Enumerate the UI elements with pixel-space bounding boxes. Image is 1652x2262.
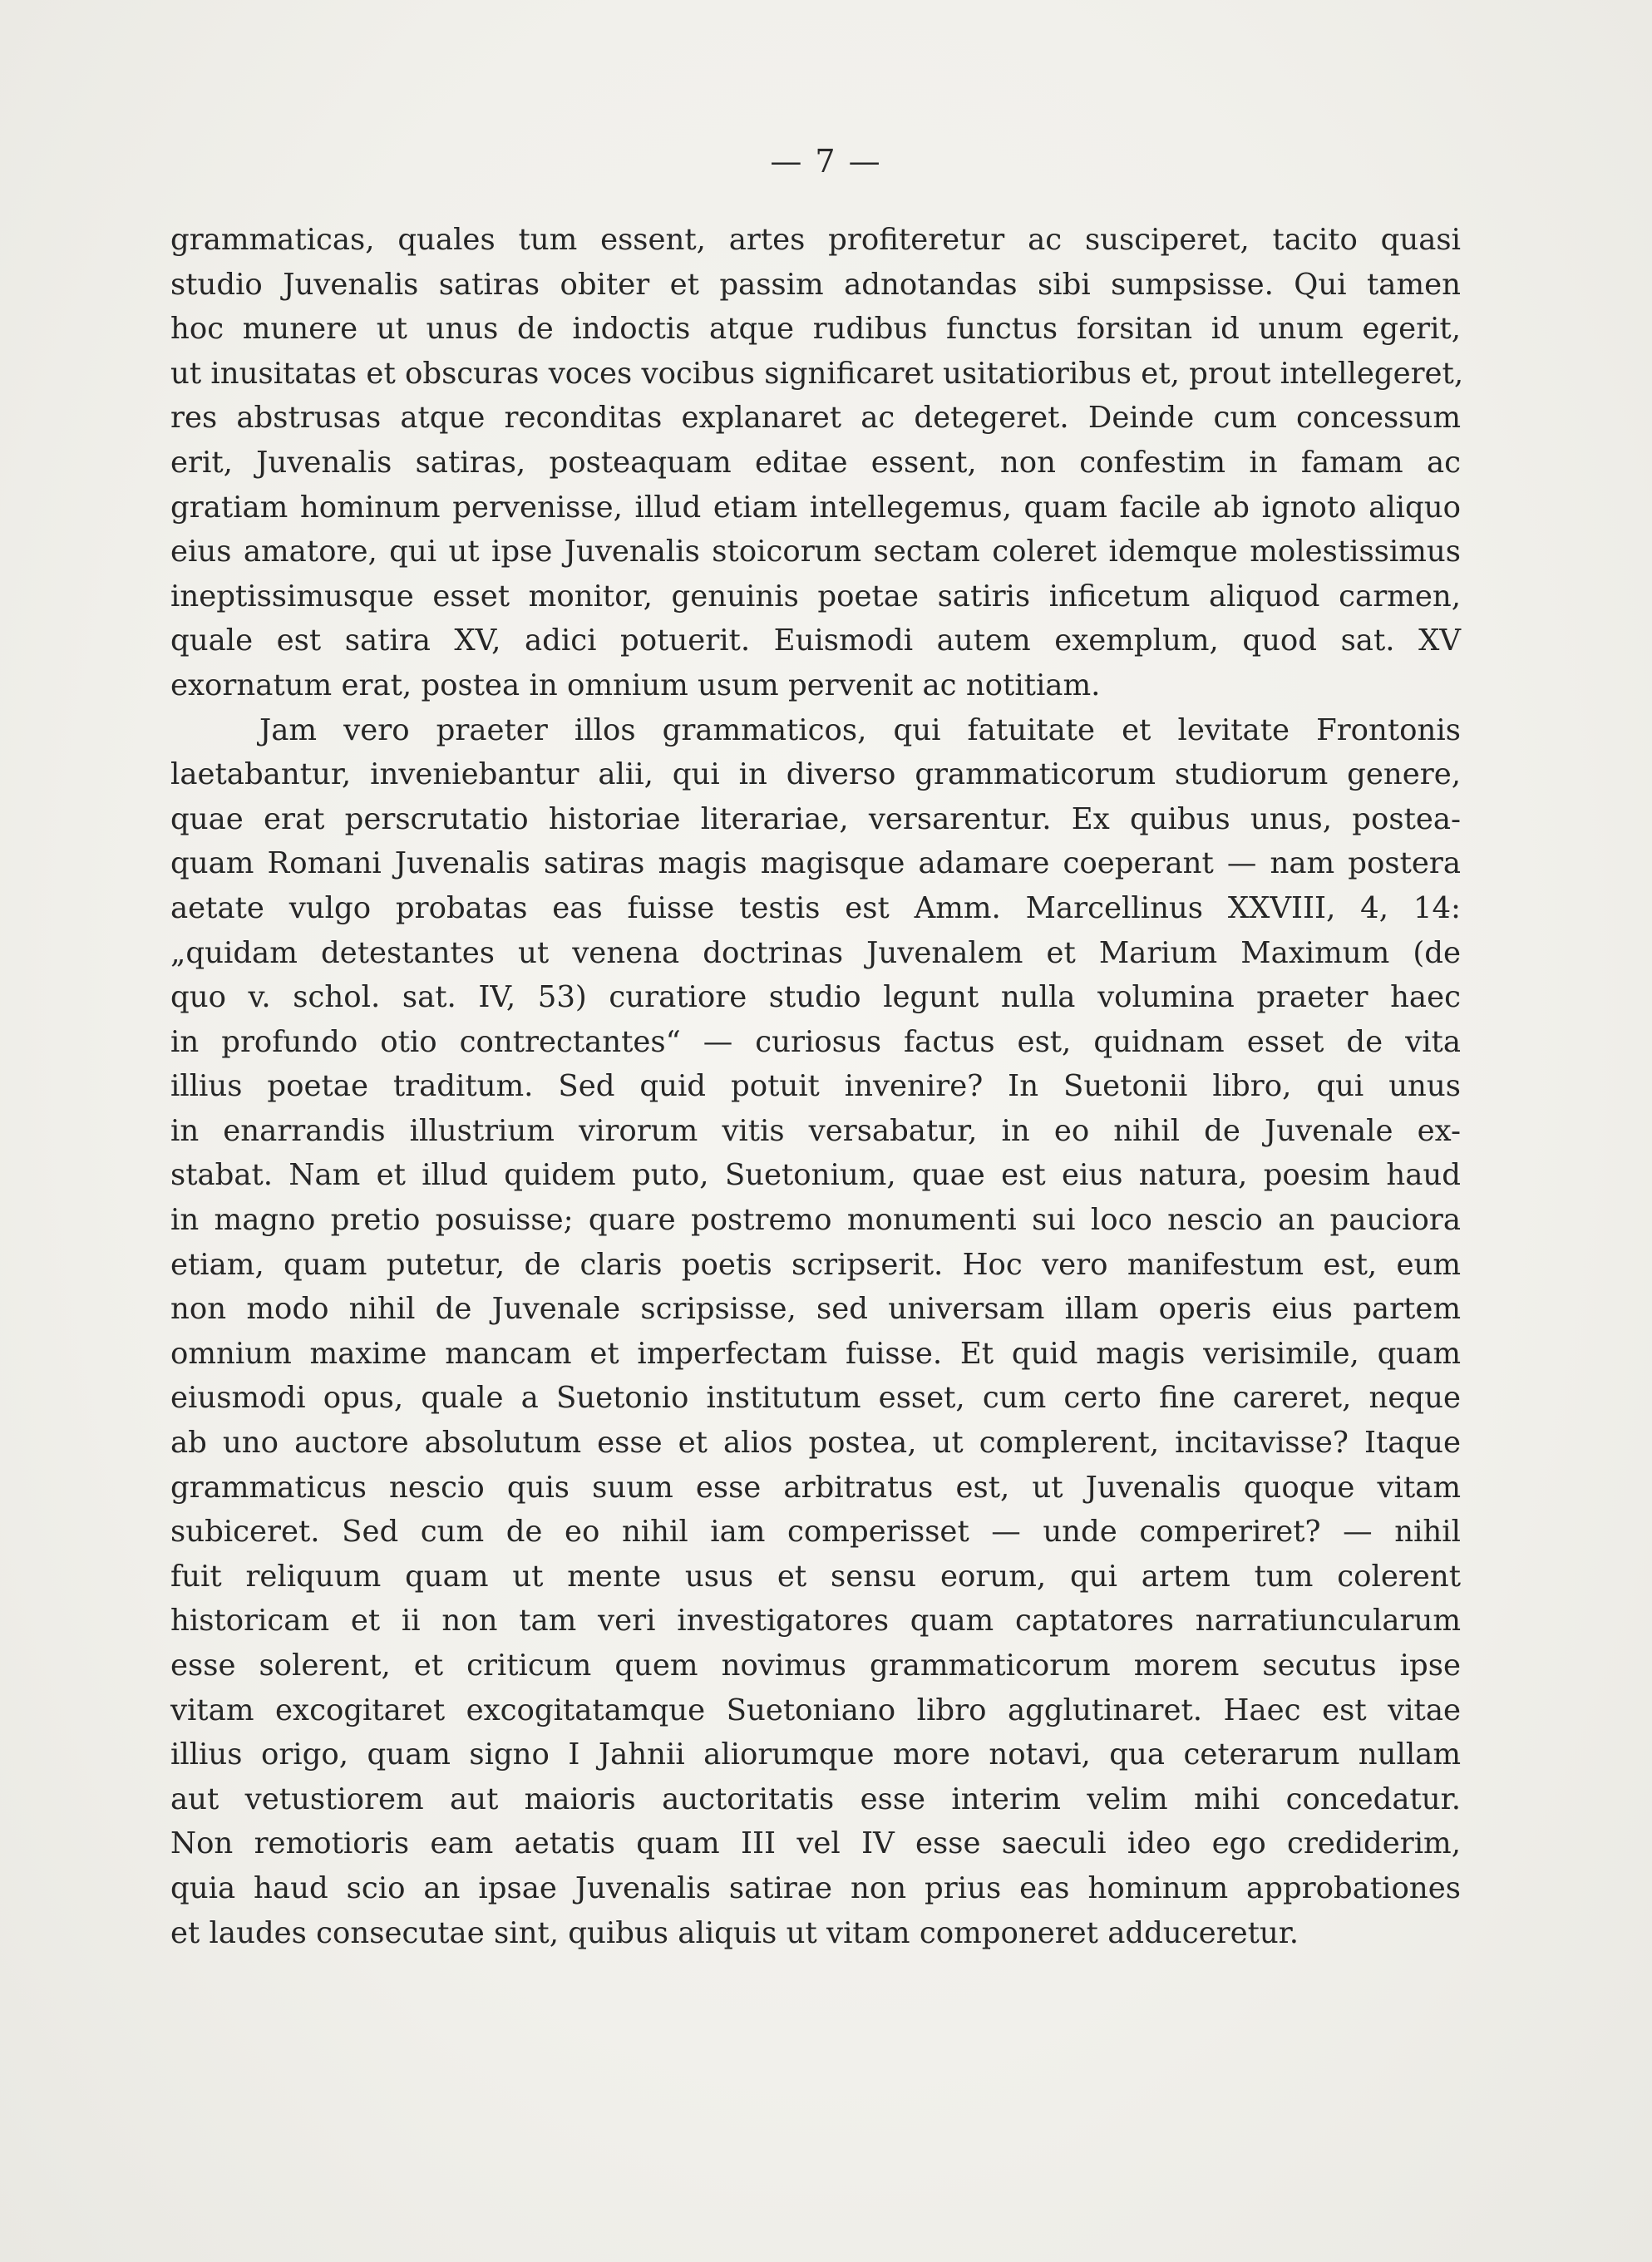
text-line: exornatum erat, postea in omnium usum pervenit ac notitiam.: [170, 668, 1101, 702]
text-line: in magno pretio posuisse; quare postremo monumenti sui loco nescio an pauciora: [170, 1203, 1461, 1238]
text-line: gratiam hominum pervenisse, illud etiam intellegemus, quam facile ab ignoto aliquo: [170, 490, 1461, 525]
text-line: omnium maxime mancam et imperfectam fuisse. Et quid magis verisimile, quam: [170, 1336, 1461, 1371]
page-number: — 7 —: [770, 143, 882, 180]
text-line: Jam vero praeter illos grammaticos, qui fatuitate et levitate Frontonis: [259, 712, 1461, 747]
text-line: et laudes consecutae sint, quibus aliquis ut vitam componeret adduceretur.: [170, 1915, 1299, 1950]
text-line: fuit reliquum quam ut mente usus et sensu eorum, qui artem tum colerent: [170, 1559, 1461, 1594]
text-line: aut vetustiorem aut maioris auctoritatis esse interim velim mihi concedatur.: [170, 1782, 1461, 1816]
text-line: „quidam detestantes ut venena doctrinas Juvenalem et Marium Maximum (de: [170, 935, 1461, 970]
text-line: quia haud scio an ipsae Juvenalis satirae non prius eas hominum approbationes: [170, 1870, 1461, 1905]
text-line: grammaticas, quales tum essent, artes profiteretur ac susciperet, tacito quasi: [170, 223, 1461, 257]
text-line: illius poetae traditum. Sed quid potuit invenire? In Suetonii libro, qui unus: [170, 1069, 1461, 1104]
text-line: quo v. schol. sat. IV, 53) curatiore studio legunt nulla volumina praeter haec: [170, 980, 1461, 1015]
text-line: etiam, quam putetur, de claris poetis scripserit. Hoc vero manifestum est, eum: [170, 1247, 1461, 1282]
text-line: quae erat perscrutatio historiae literariae, versarentur. Ex quibus unus, postea-: [170, 801, 1461, 836]
text-line: quam Romani Juvenalis satiras magis magisque adamare coeperant — nam postera: [170, 846, 1461, 881]
text-line: laetabantur, inveniebantur alii, qui in diverso grammaticorum studiorum genere,: [170, 757, 1461, 792]
text-line: in profundo otio contrectantes“ — curiosus factus est, quidnam esset de vita: [170, 1024, 1461, 1059]
text-line: eius amatore, qui ut ipse Juvenalis stoicorum sectam coleret idemque molestissimus: [170, 535, 1461, 569]
text-line: res abstrusas atque reconditas explanaret ac detegeret. Deinde cum concessum: [170, 401, 1461, 436]
text-line: erit, Juvenalis satiras, posteaquam editae essent, non confestim in famam ac: [170, 445, 1461, 480]
text-line: ineptissimusque esset monitor, genuinis poetae satiris inficetum aliquod carmen,: [170, 579, 1461, 614]
text-line: studio Juvenalis satiras obiter et passim adnotandas sibi sumpsisse. Qui tamen: [170, 267, 1461, 302]
text-line: historicam et ii non tam veri investigatores quam captatores narratiuncularum: [170, 1604, 1461, 1639]
text-line: grammaticus nescio quis suum esse arbitratus est, ut Juvenalis quoque vitam: [170, 1470, 1461, 1505]
body-text: [170, 218, 1464, 1955]
paragraph: [170, 708, 1461, 1956]
text-line: illius origo, quam signo I Jahnii aliorumque more notavi, qua ceterarum nullam: [170, 1737, 1461, 1772]
text-line: quale est satira XV, adici potuerit. Euismodi autem exemplum, quod sat. XV: [170, 623, 1461, 658]
text-line: stabat. Nam et illud quidem puto, Suetonium, quae est eius natura, poesim haud: [170, 1158, 1461, 1193]
text-line: ab uno auctore absolutum esse et alios postea, ut complerent, incitavisse? Itaque: [170, 1426, 1461, 1461]
text-line: Non remotioris eam aetatis quam III vel IV esse saeculi ideo ego crediderim,: [170, 1826, 1461, 1861]
text-line: eiusmodi opus, quale a Suetonio institutum esset, cum certo fine careret, neque: [170, 1381, 1461, 1416]
text-line: hoc munere ut unus de indoctis atque rudibus functus forsitan id unum egerit,: [170, 312, 1461, 347]
paragraph: [170, 218, 1464, 708]
text-line: in enarrandis illustrium virorum vitis versabatur, in eo nihil de Juvenale ex-: [170, 1113, 1461, 1148]
text-line: subiceret. Sed cum de eo nihil iam comperisset — unde comperiret? — nihil: [170, 1515, 1461, 1550]
text-line: esse solerent, et criticum quem novimus grammaticorum morem secutus ipse: [170, 1648, 1461, 1683]
text-line: ut inusitatas et obscuras voces vocibus significaret usitatioribus et, prout intellegeret,: [170, 356, 1464, 391]
text-line: aetate vulgo probatas eas fuisse testis est Amm. Marcellinus XXVIII, 4, 14:: [170, 890, 1461, 925]
text-line: vitam excogitaret excogitatamque Suetoniano libro agglutinaret. Haec est vitae: [170, 1693, 1461, 1727]
text-line: non modo nihil de Juvenale scripsisse, sed universam illam operis eius partem: [170, 1292, 1461, 1327]
